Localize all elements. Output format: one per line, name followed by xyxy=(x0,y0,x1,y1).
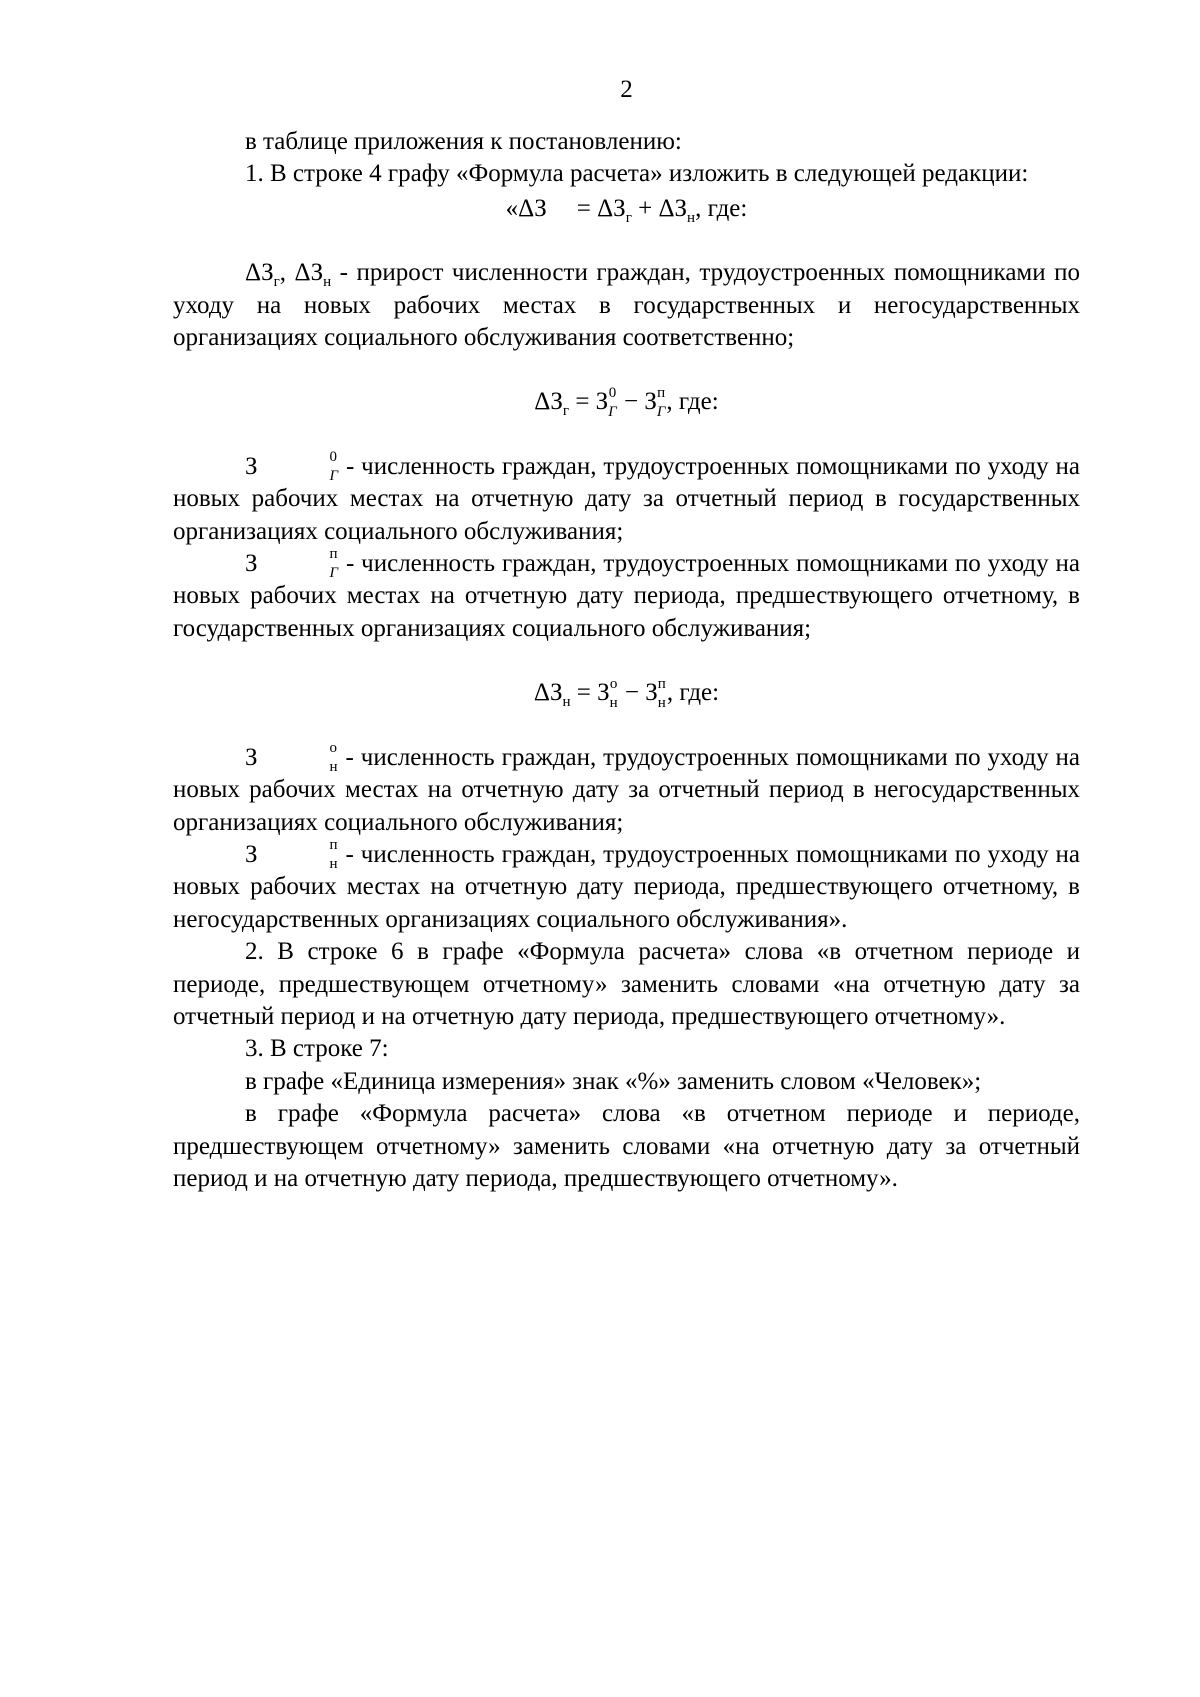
formula-delta-g: $\Delta З_г = З$ 0 Г − З п Г , где: xyxy=(534,384,719,420)
item-3a-paragraph: в графе «Единица измерения» знак «%» заменить словом «Человек»; xyxy=(245,1067,982,1095)
item-1-paragraph: 1. В строке 4 графу «Формула расчета» изложить в следующей редакции: xyxy=(245,160,1029,188)
page-number: 2 xyxy=(620,76,633,103)
definition-z-g-0: З 0 Г - численность граждан, трудоустроенных помощниками по уходу на новых рабочих местах на отчетную дату за отчетный период в государственных организациях социального обслуживания; xyxy=(173,449,1080,545)
item-2-paragraph: 2. В строке 6 в графе «Формула расчета» слова «в отчетном периоде и периоде, предшествующем отчетному» заменить словами «на отчетную дату за отчетный период и на отчетную дату периода, предшествующего отчетному». xyxy=(173,938,1080,1030)
formula-delta-total: «$\Delta З = \Delta З_г + \Delta З_н$, где: xyxy=(505,194,748,226)
definition-z-n-p: З п н - численность граждан, трудоустроенных помощниками по уходу на новых рабочих местах на отчетную дату периода, предшествующего отчетному, в негосударственных организациях социального обслуживания». xyxy=(173,837,1080,933)
formula-delta-n: $\Delta З_н = З$ о н − З п н , где: xyxy=(533,675,720,711)
document-body xyxy=(173,126,1080,1195)
item-3-paragraph: 3. В строке 7: xyxy=(245,1035,389,1063)
definition-z-n-0: З о н - численность граждан, трудоустроенных помощниками по уходу на новых рабочих местах на отчетную дату за отчетный период в негосударственных организациях социального обслуживания; xyxy=(173,739,1080,836)
document-page xyxy=(173,0,1080,1697)
definition-z-g-p: З п Г - численность граждан, трудоустроенных помощниками по уходу на новых рабочих местах на отчетную дату периода, предшествующего отчетному, в государственных организациях социального обслуживания; xyxy=(173,546,1080,642)
intro-paragraph: в таблице приложения к постановлению: xyxy=(245,128,682,155)
definition-delta-g-n: $\Delta З_г$, $\Delta З_н$ - прирост численности граждан, трудоустроенных помощниками по уходу на новых рабочих местах в государственных и негосударственных организациях социального обслуживания соответственно; xyxy=(173,259,1080,352)
item-3b-paragraph: в графе «Формула расчета» слова «в отчетном периоде и периоде, предшествующем отчетному» заменить словами «на отчетную дату за отчетный период и на отчетную дату периода, предшествующего отчетному». xyxy=(173,1100,1080,1192)
